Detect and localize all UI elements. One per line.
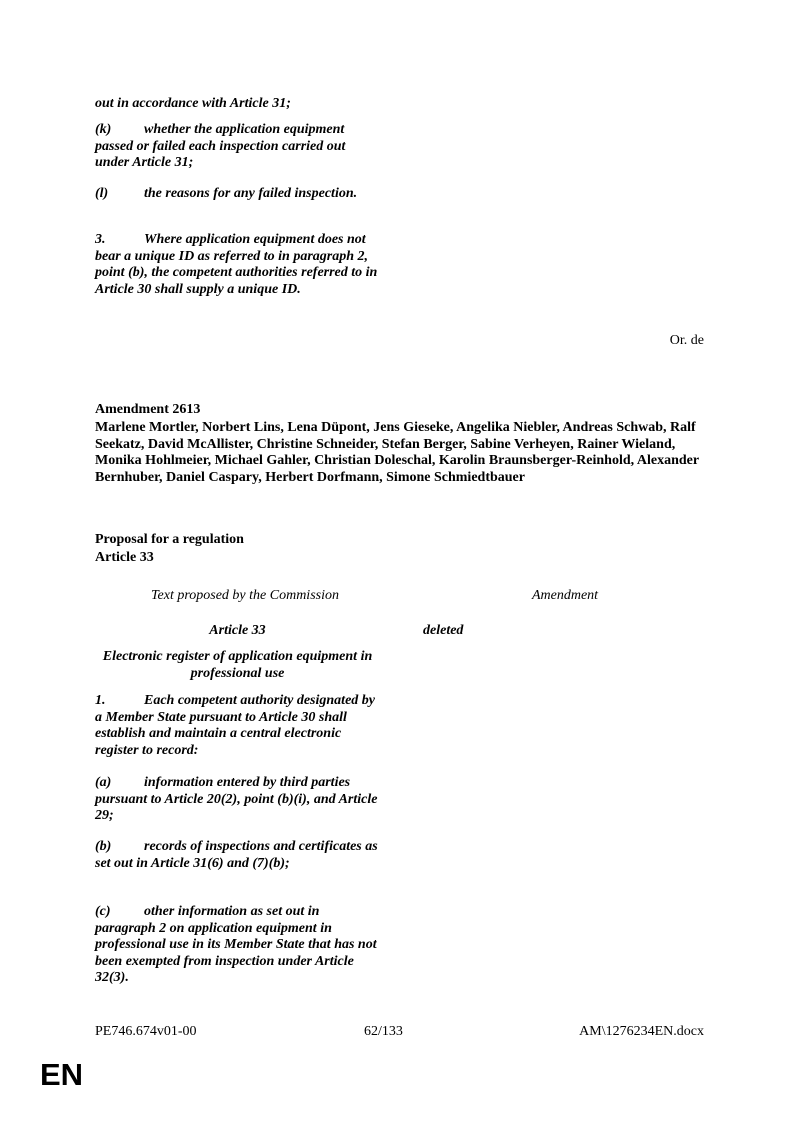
footer-page-number: 62/133 xyxy=(364,1024,403,1039)
table-point-c-text: other information as set out in paragraph 2 on application equipment in professional use in its Member State that has not been exempted from inspection under Article 32(3). xyxy=(95,904,377,985)
footer-filename: AM\1276234EN.docx xyxy=(579,1024,704,1039)
column-header-amendment: Amendment xyxy=(531,588,599,603)
proposal-title: Proposal for a regulation xyxy=(95,532,244,547)
article-heading: Article 33 xyxy=(209,623,266,638)
language-code: EN xyxy=(40,1057,84,1092)
paragraph-3 xyxy=(95,232,380,298)
article-title: Electronic register of application equipment in professional use xyxy=(102,649,373,681)
footer-document-ref: PE746.674v01-00 xyxy=(95,1024,197,1039)
amendment-authors: Marlene Mortler, Norbert Lins, Lena Düpont, Jens Gieseke, Angelika Niebler, Andreas Schwab, Ralf Seekatz, David McAllister, Christine Schneider, Stefan Berger, Sabine Verheyen, Rainer Wieland, Monika Hohlmeier, Michael Gahler, Christian Doleschal, Karolin Braunsberger-Reinhold, Alexander Bernhuber, Daniel Caspary, Herbert Dorfmann, Simone Schmiedtbauer xyxy=(95,420,699,485)
table-point-b xyxy=(95,839,380,872)
paragraph-3-number: 3. xyxy=(95,232,106,247)
table-paragraph-1 xyxy=(95,693,380,759)
table-paragraph-1-text: Each competent authority designated by a Member State pursuant to Article 30 shall establish and maintain a central electronic register to record: xyxy=(95,693,375,758)
table-point-c-number: (c) xyxy=(95,904,111,919)
point-k xyxy=(95,122,380,172)
point-l-number: (l) xyxy=(95,186,109,201)
amendment-title: Amendment 2613 xyxy=(95,402,201,417)
continuation-text: out in accordance with Article 31; xyxy=(95,96,291,111)
point-k-text: whether the application equipment passed or failed each inspection carried out under Article 31; xyxy=(95,122,346,170)
table-point-b-number: (b) xyxy=(95,839,112,854)
table-paragraph-1-number: 1. xyxy=(95,693,106,708)
point-l-text: the reasons for any failed inspection. xyxy=(144,186,358,201)
point-k-number: (k) xyxy=(95,122,112,137)
table-point-a-text: information entered by third parties pursuant to Article 20(2), point (b)(i), and Article 29; xyxy=(95,775,378,823)
deleted-label: deleted xyxy=(423,623,464,638)
table-point-b-text: records of inspections and certificates as set out in Article 31(6) and (7)(b); xyxy=(95,839,378,871)
proposal-article: Article 33 xyxy=(95,550,154,565)
original-language: Or. de xyxy=(669,333,704,348)
column-header-commission: Text proposed by the Commission xyxy=(151,588,339,603)
table-point-a-number: (a) xyxy=(95,775,112,790)
point-l xyxy=(95,186,380,203)
paragraph-3-text: Where application equipment does not bear a unique ID as referred to in paragraph 2, point (b), the competent authorities referred to in Article 30 shall supply a unique ID. xyxy=(95,232,378,297)
table-point-c xyxy=(95,904,380,987)
table-point-a xyxy=(95,775,380,825)
